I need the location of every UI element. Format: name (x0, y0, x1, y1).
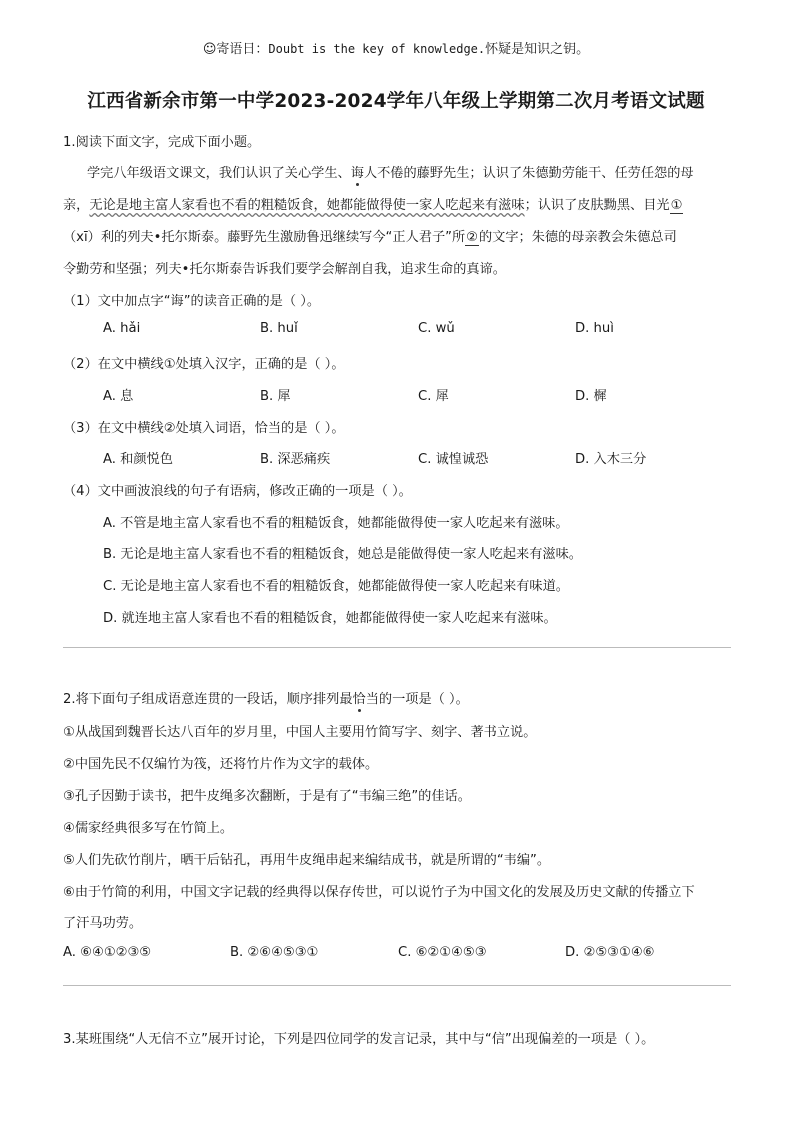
q1-sub2-stem: （2）在文中横线①处填入汉字，正确的是（ ）。 (63, 357, 345, 372)
q1-sub4-option-b[interactable]: B. 无论是地主富人家看也不看的粗糙饭食，她总是能做得使一家人吃起来有滋味。 (103, 547, 582, 562)
q1-sub2-option-d[interactable]: D. 樨 (575, 389, 607, 404)
emphasis-dot-text: 最恰当 (339, 692, 379, 707)
section-divider (63, 647, 731, 648)
q2-item: ⑥由于竹简的利用，中国文字记载的经典得以保存传世，可以说竹子为中国文化的发展及历史文献的传播立下 (63, 885, 695, 900)
q1-sub3-option-c[interactable]: C. 诚惶诚恐 (418, 452, 489, 467)
wavy-underlined-sentence: 无论是地主富人家看也不看的粗糙饭食，她都能做得使一家人吃起来有滋味 (89, 198, 525, 213)
q1-sub1-option-c[interactable]: C. wǔ (418, 321, 455, 336)
q1-sub1-stem: （1）文中加点字“诲”的读音正确的是（ ）。 (63, 294, 321, 309)
q2-option-b[interactable]: B. ②⑥④⑤③① (230, 945, 319, 960)
q1-sub4-option-a[interactable]: A. 不管是地主富人家看也不看的粗糙饭食，她都能做得使一家人吃起来有滋味。 (103, 516, 569, 531)
blank-marker-1: ① (670, 198, 683, 213)
q2-item: ②中国先民不仅编竹为筏，还将竹片作为文字的载体。 (63, 757, 379, 772)
q3-stem: 3.某班围绕“人无信不立”展开讨论，下列是四位同学的发言记录，其中与“信”出现偏差的一项是（ ）。 (63, 1032, 655, 1047)
q1-passage-line-4: 令勤劳和坚强；列夫•托尔斯泰告诉我们要学会解剖自我，追求生命的真谛。 (63, 262, 506, 277)
blank-marker-2: ② (466, 230, 478, 245)
motto-english: Doubt is the key of knowledge. (268, 42, 486, 56)
emphasis-dot-char: 诲 (350, 166, 364, 181)
section-divider (63, 985, 731, 986)
q2-stem: 2.将下面句子组成语意连贯的一段话，顺序排列最恰当的一项是（ ）。 (63, 692, 469, 707)
motto (0, 38, 792, 57)
q1-stem: 1.阅读下面文字，完成下面小题。 (63, 135, 261, 150)
q1-sub3-option-b[interactable]: B. 深恶痛疾 (260, 452, 331, 467)
motto-chinese: 怀疑是知识之钥。 (485, 42, 590, 57)
q1-sub3-option-d[interactable]: D. 入木三分 (575, 452, 647, 467)
q2-item: ④儒家经典很多写在竹简上。 (63, 821, 234, 836)
q1-sub2-option-b[interactable]: B. 犀 (260, 389, 291, 404)
q1-sub1-option-b[interactable]: B. huǐ (260, 321, 298, 336)
q2-option-d[interactable]: D. ②⑤③①④⑥ (565, 945, 655, 960)
q1-sub1-option-d[interactable]: D. huì (575, 321, 614, 336)
q1-sub4-option-c[interactable]: C. 无论是地主富人家看也不看的粗糙饭食，她都能做得使一家人吃起来有味道。 (103, 579, 569, 594)
q2-item: ①从战国到魏晋长达八百年的岁月里，中国人主要用竹简写字、刻字、著书立说。 (63, 725, 537, 740)
q1-sub1-option-a[interactable]: A. hǎi (103, 321, 141, 336)
motto-prefix: ☺寄语日： (202, 42, 269, 57)
page-title: 江西省新余市第一中学2023-2024学年八年级上学期第二次月考语文试题 (87, 91, 705, 112)
q1-sub2-option-a[interactable]: A. 息 (103, 389, 134, 404)
q2-item: ⑤人们先砍竹削片，晒干后钻孔，再用牛皮绳串起来编结成书，就是所谓的“韦编”。 (63, 853, 551, 868)
q1-passage-line-1: 学完八年级语文课文，我们认识了关心学生、诲人不倦的藤野先生；认识了朱德勤劳能干、任劳任怨的母 (87, 166, 694, 181)
q2-option-c[interactable]: C. ⑥②①④⑤③ (398, 945, 487, 960)
q1-sub4-stem: （4）文中画波浪线的句子有语病，修改正确的一项是（ ）。 (63, 484, 412, 499)
q1-sub3-option-a[interactable]: A. 和颜悦色 (103, 452, 173, 467)
q2-item: ③孔子因勤于读书，把牛皮绳多次翻断，于是有了“韦编三绝”的佳话。 (63, 789, 471, 804)
q1-sub4-option-d[interactable]: D. 就连地主富人家看也不看的粗糙饭食，她都能做得使一家人吃起来有滋味。 (103, 611, 557, 626)
q1-passage-line-3: （xī）利的列夫•托尔斯泰。藤野先生激励鲁迅继续写今“正人君子”所②的文字；朱德的母亲教会朱德总司 (63, 230, 677, 245)
q1-passage-line-2: 亲，无论是地主富人家看也不看的粗糙饭食，她都能做得使一家人吃起来有滋味；认识了皮肤黝黑、目光① (63, 198, 683, 213)
q2-item: 了汗马功劳。 (63, 916, 143, 931)
q2-option-a[interactable]: A. ⑥④①②③⑤ (63, 945, 152, 960)
q1-sub2-option-c[interactable]: C. 犀 (418, 389, 449, 404)
q1-sub3-stem: （3）在文中横线②处填入词语，恰当的是（ ）。 (63, 421, 345, 436)
